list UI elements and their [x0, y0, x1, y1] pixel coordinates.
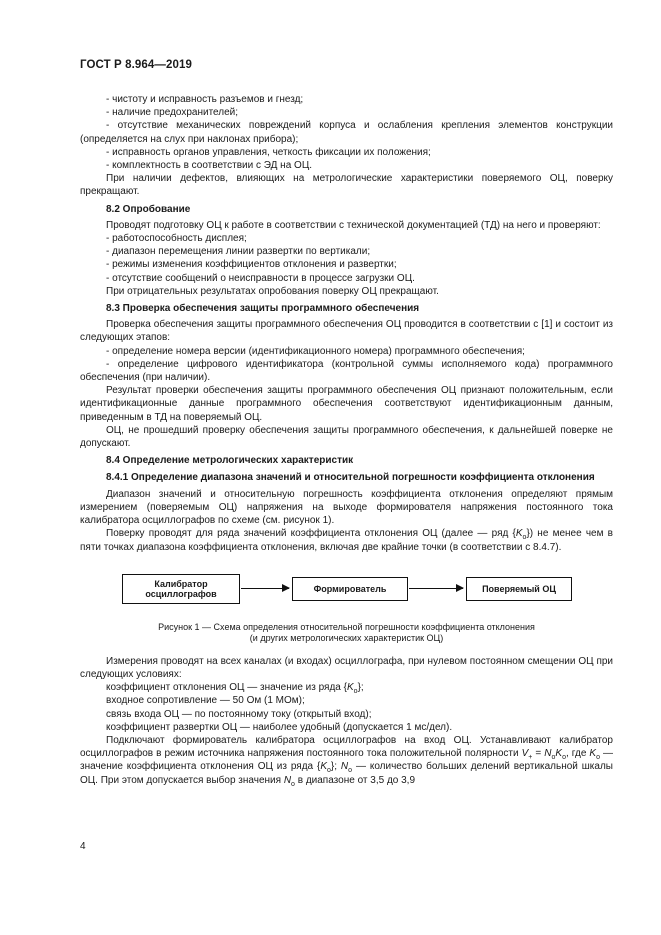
page-number: 4: [80, 841, 86, 852]
list-item: - диапазон перемещения линии развертки по вертикали;: [106, 246, 371, 258]
section-heading: 8.2 Опробование: [106, 203, 191, 215]
paragraph: Поверку проводят для ряда значений коэффициента отклонения ОЦ (далее — ряд $\{K_о\}$) не менее чем в пяти точках диапазона коэффициента отклонения, включая две крайние точки (в соответствии с 8.4.7).: [80, 528, 613, 553]
section-heading: 8.4 Определение метрологических характеристик: [106, 455, 354, 467]
paragraph: ОЦ, не прошедший проверку обеспечения защиты программного обеспечения, к дальнейшей поверке не допускают.: [80, 424, 613, 450]
subsection-heading: 8.4.1 Определение диапазона значений и относительной погрешности коэффициента отклонения: [106, 472, 595, 484]
oscilloscope-box: Поверяемый ОЦ: [466, 577, 572, 601]
paragraph: Проводят подготовку ОЦ к работе в соответствии с технической документацией (ТД) на него и проверяют:: [106, 219, 601, 231]
condition-item: коэффициент развертки ОЦ — наиболее удобный (допускается 1 мс/дел).: [106, 721, 453, 733]
list-item: - исправность органов управления, четкость фиксации их положения;: [106, 146, 431, 158]
paragraph: Результат проверки обеспечения защиты программного обеспечения ОЦ признают положительным, если идентификационные данные программного обеспечения соответствуют идентификационным данным, приведенным в ТД на поверяемый ОЦ.: [80, 385, 613, 423]
list-item: - определение цифрового идентификатора (контрольной суммы исполняемого кода) программного обеспечения (при наличии).: [80, 358, 613, 384]
list-item: - чистоту и исправность разъемов и гнезд;: [106, 94, 304, 105]
condition-item: коэффициент отклонения ОЦ — значение из ряда $\{K_о\}$;: [106, 682, 364, 696]
condition-item: связь входа ОЦ — по постоянному току (открытый вход);: [106, 708, 372, 720]
standard-header: ГОСТ Р 8.964—2019: [80, 59, 192, 71]
former-box: Формирователь: [292, 577, 408, 601]
figure-caption: Рисунок 1 — Схема определения относительной погрешности коэффициента отклонения (и других метрологических характеристик ОЦ): [158, 621, 535, 644]
paragraph: Подключают формирователь калибратора осциллографов на вход ОЦ. Устанавливают калибратор осциллографов в режим источника напряжения постоянного тока положительной полярности $V_+ = N_оK_о$, где $K_о$ — значение коэффициента отклонения ОЦ из ряда $\{K_о\}$; $N_о$ — количество больших делений вертикальной шкалы ОЦ. При этом допускается выбор значения $N_о$ в диапазоне от 3,5 до 3,9: [80, 734, 614, 788]
paragraph: Проверка обеспечения защиты программного обеспечения ОЦ проводится в соответствии с [1] и состоит из следующих этапов:: [80, 319, 613, 344]
paragraph: При отрицательных результатах опробования поверку ОЦ прекращают.: [106, 285, 439, 297]
paragraph: При наличии дефектов, влияющих на метрологические характеристики поверяемого ОЦ, поверку прекращают.: [80, 173, 613, 198]
page-body: [80, 93, 613, 787]
section-heading: 8.3 Проверка обеспечения защиты программного обеспечения: [106, 303, 420, 315]
paragraph: Измерения проводят на всех каналах (и входах) осциллографа, при нулевом постоянном смещении ОЦ при следующих условиях:: [80, 655, 613, 680]
list-item: - определение номера версии (идентификационного номера) программного обеспечения;: [106, 345, 525, 357]
list-item: - отсутствие сообщений о неисправности в процессе загрузки ОЦ.: [106, 272, 415, 284]
condition-item: входное сопротивление — 50 Ом (1 МОм);: [106, 695, 305, 707]
list-item: - комплектность в соответствии с ЭД на ОЦ.: [106, 160, 312, 172]
arrow-connector: [241, 588, 289, 590]
arrow-connector: [409, 588, 463, 590]
list-item: - режимы изменения коэффициентов отклонения и развертки;: [106, 259, 397, 271]
paragraph: Диапазон значений и относительную погрешность коэффициента отклонения определяют прямым измерением (поверяемым ОЦ) напряжения на выходе формирователя напряжения постоянного тока калибратора осциллографов по схеме (см. рисунок 1).: [80, 488, 613, 527]
list-item: - отсутствие механических повреждений корпуса и ослабления крепления элементов конструкции (определяется на слух при наклонах прибора);: [80, 120, 613, 145]
list-item: - работоспособность дисплея;: [106, 233, 247, 245]
calibrator-box: Калибратор осциллографов: [122, 574, 240, 604]
list-item: - наличие предохранителей;: [106, 107, 239, 119]
block-diagram: [80, 568, 613, 616]
